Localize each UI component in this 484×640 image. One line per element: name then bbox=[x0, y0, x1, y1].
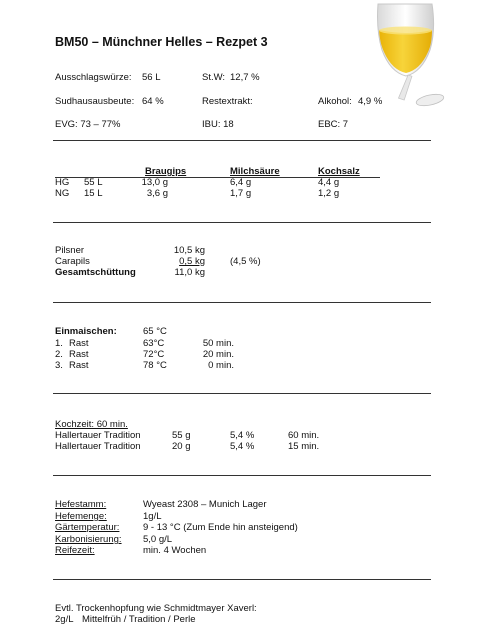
rest-name: Rast bbox=[69, 360, 89, 371]
dryhop-hops: Mittelfrüh / Tradition / Perle bbox=[82, 614, 196, 625]
water-row-salz: 4,4 g bbox=[318, 177, 340, 188]
hop-time: 15 min. bbox=[288, 441, 320, 452]
rest-temp: 78 °C bbox=[143, 360, 167, 371]
ausschlag-label: Ausschlagswürze: bbox=[55, 72, 132, 83]
hop-amount: 20 g bbox=[172, 441, 191, 452]
water-row-braugips: 13,0 g bbox=[141, 177, 168, 188]
hop-amount: 55 g bbox=[172, 430, 191, 441]
sudhaus-label: Sudhausausbeute: bbox=[55, 96, 135, 107]
water-row-milch: 1,7 g bbox=[230, 188, 252, 199]
rest-name: Rast bbox=[69, 349, 89, 360]
malt-total-value: 11,0 kg bbox=[174, 267, 205, 278]
alkohol-value: 4,9 % bbox=[358, 96, 383, 107]
section-divider bbox=[53, 302, 431, 303]
malt-total-label: Gesamtschüttung bbox=[55, 267, 136, 278]
ibu-value: IBU: 18 bbox=[202, 119, 234, 130]
malt-name: Pilsner bbox=[55, 245, 85, 256]
gaertemperatur-value: 9 - 13 °C (Zum Ende hin ansteigend) bbox=[143, 522, 298, 533]
rest-temp: 63°C bbox=[143, 338, 165, 349]
hefestamm-label: Hefestamm: bbox=[55, 499, 107, 510]
dryhop-note: Evtl. Trockenhopfung wie Schmidtmayer Xaverl: bbox=[55, 603, 257, 614]
rest-temp: 72°C bbox=[143, 349, 165, 360]
water-row-braugips: 3,6 g bbox=[146, 188, 168, 199]
hop-alpha: 5,4 % bbox=[230, 430, 255, 441]
water-row-salz: 1,2 g bbox=[318, 188, 340, 199]
evg-value: EVG: 73 – 77% bbox=[55, 119, 121, 130]
hefemenge-label: Hefemenge: bbox=[55, 511, 107, 522]
water-header-kochsalz: Kochsalz bbox=[318, 166, 360, 177]
hop-time: 60 min. bbox=[288, 430, 320, 441]
hefemenge-value: 1g/L bbox=[143, 511, 162, 522]
water-row-milch: 6,4 g bbox=[230, 177, 252, 188]
water-row-name: HG bbox=[55, 177, 70, 188]
hefestamm-value: Wyeast 2308 – Munich Lager bbox=[143, 499, 267, 510]
water-row-name: NG bbox=[55, 188, 70, 199]
section-divider bbox=[53, 579, 431, 580]
reifezeit-label: Reifezeit: bbox=[55, 545, 95, 556]
hop-name: Hallertauer Tradition bbox=[55, 430, 141, 441]
ebc-value: EBC: 7 bbox=[318, 119, 349, 130]
ausschlag-value: 56 L bbox=[142, 72, 161, 83]
karbonisierung-value: 5,0 g/L bbox=[143, 534, 173, 545]
water-header-milchsaeure: Milchsäure bbox=[230, 166, 280, 177]
mash-temp: 65 °C bbox=[143, 326, 167, 337]
water-row-vol: 15 L bbox=[84, 188, 103, 199]
hop-alpha: 5,4 % bbox=[230, 441, 255, 452]
rest-num: 1. bbox=[55, 338, 63, 349]
sudhaus-value: 64 % bbox=[142, 96, 164, 107]
gaertemperatur-label: Gärtemperatur: bbox=[55, 522, 120, 533]
rest-time: 20 min. bbox=[202, 349, 234, 360]
rest-num: 2. bbox=[55, 349, 63, 360]
rest-name: Rast bbox=[69, 338, 89, 349]
section-divider bbox=[53, 393, 431, 394]
section-divider bbox=[53, 222, 431, 223]
hop-name: Hallertauer Tradition bbox=[55, 441, 141, 452]
alkohol-label: Alkohol: bbox=[318, 96, 352, 107]
stw-label: St.W: bbox=[202, 72, 226, 83]
malt-amount: 0,5 kg bbox=[179, 256, 205, 267]
boil-label: Kochzeit: 60 min. bbox=[55, 419, 128, 430]
section-divider bbox=[53, 140, 431, 141]
rest-time: 0 min. bbox=[208, 360, 234, 371]
water-row-vol: 55 L bbox=[84, 177, 103, 188]
restextrakt-label: Restextrakt: bbox=[202, 96, 253, 107]
rest-num: 3. bbox=[55, 360, 63, 371]
mash-label: Einmaischen: bbox=[55, 326, 117, 337]
section-divider bbox=[53, 475, 431, 476]
water-header-braugips: Braugips bbox=[145, 166, 187, 177]
stw-value: 12,7 % bbox=[230, 72, 260, 83]
karbonisierung-label: Karbonisierung: bbox=[55, 534, 122, 545]
reifezeit-value: min. 4 Wochen bbox=[143, 545, 207, 556]
malt-note: (4,5 %) bbox=[230, 256, 261, 267]
malt-amount: 10,5 kg bbox=[173, 245, 205, 256]
recipe-title: BM50 – Münchner Helles – Rezpet 3 bbox=[55, 35, 268, 49]
malt-name: Carapils bbox=[55, 256, 90, 267]
rest-time: 50 min. bbox=[202, 338, 234, 349]
dryhop-amount: 2g/L bbox=[55, 614, 74, 625]
